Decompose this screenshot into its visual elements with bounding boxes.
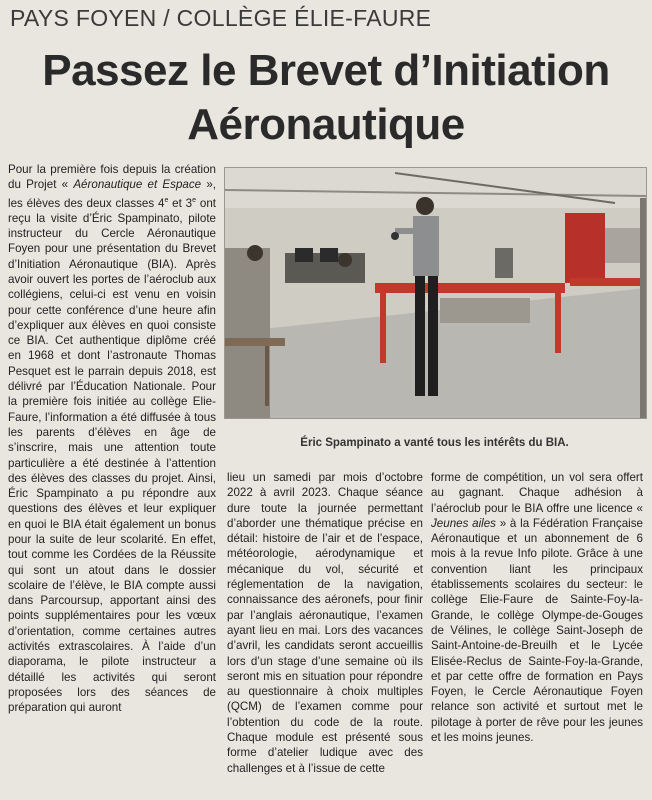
headline-line-1: Passez le Brevet d’Initiation <box>42 46 610 95</box>
classroom-illustration <box>225 168 646 418</box>
article-column-2 <box>227 470 423 776</box>
headline-line-2: Aéronautique <box>187 100 465 149</box>
photo-caption: Éric Spampinato a vanté tous les intérêts du BIA. <box>300 437 569 449</box>
article-column-1 <box>8 162 216 716</box>
headline <box>0 44 652 152</box>
article-column-3 <box>431 470 643 745</box>
classroom-photo <box>224 167 647 419</box>
kicker: PAYS FOYEN / COLLÈGE ÉLIE-FAURE <box>10 5 432 31</box>
article-paragraph-3: forme de compétition, un vol sera offert au gagnant. Chaque adhésion à l’aéroclub pour le BIA offre une licence « Jeunes ailes » à la Fédération Française Aéronautique et un abonnement de 6 mois à la revue Info pilote. Grâce à une convention liant les principaux établissements scolaires du secteur: le collège Elie-Faure de Sainte-Foy-la-Grande, le collège Olympe-de-Gouges de Vélines, le collège Saint-Joseph de Saint-Antoine-de-Breuilh et le Lycée Elisée-Reclus de Sainte-Foy-la-Grande, et par cette offre de formation en Pays Foyen, le Cercle Aéronautique Foyen relance son activité et surtout met le pilotage à porter de rêve pour les jeunes et les moins jeunes. <box>431 471 643 745</box>
article-paragraph-1: Pour la première fois depuis la création du Projet « Aéronautique et Espace », les élèves des deux classes 4e et 3e ont reçu la visite d’Éric Spampinato, pilote instructeur du Cercle Aéronautique Foyen pour une présentation du Brevet d’Initiation Aéronautique (BIA). Après avoir ouvert les portes de l’aéroclub aux collégiens, celui-ci est venu en voisin pour cette conférence d’une heure afin d’expliquer aux élèves en quoi consiste ce BIA. Cet authentique diplôme créé en 1968 et dont l’astronaute Thomas Pesquet est le parrain depuis 2018, est délivré par l’Éducation Nationale. Pour la première fois initiée au collège Elie-Faure, l’information a été diffusée à tous les parents d’élèves en âge de s’inscrire, mais une attention toute particulière a été destinée à l’attention des élèves des classes du projet. Ainsi, Éric Spampinato a pu répondre aux questions des élèves et leur expliquer en quoi le BIA était également un bonus pour la suite de leur scolarité. En effet, tout comme les Cordées de la Réussite qui sont un atout dans le dossier scolaire de l’élève, le BIA compte aussi dans Parcoursup, apportant ainsi des points supplémentaires pour les vœux d’orientation, comme certaines autres activités extrascolaires. À l’aide d’un diaporama, le pilote instructeur a détaillé les activités qui seront proposées lors des séances de préparation qui auront <box>8 163 217 715</box>
article-paragraph-2: lieu un samedi par mois d’octobre 2022 à avril 2023. Chaque séance dure toute la journée permettant d’aborder une thématique précise en détail: histoire de l’air et de l’espace, météorologie, aérodynamique et mécanique du vol, sécurité et réglementation de la navigation, connaissance des aéronefs, pour finir par l’anglais aéronautique, l’examen ayant lieu en mai. Lors des vacances d’avril, les candidats seront accueillis lors d’un stage d’une semaine où ils seront mis en situation pour répondre au questionnaire à choix multiples (QCM) de l’examen comme pour l’obtention du code de la route. Chaque module est présenté sous forme d’atelier ludique avec des challenges et à l’issue de cette <box>227 471 423 775</box>
